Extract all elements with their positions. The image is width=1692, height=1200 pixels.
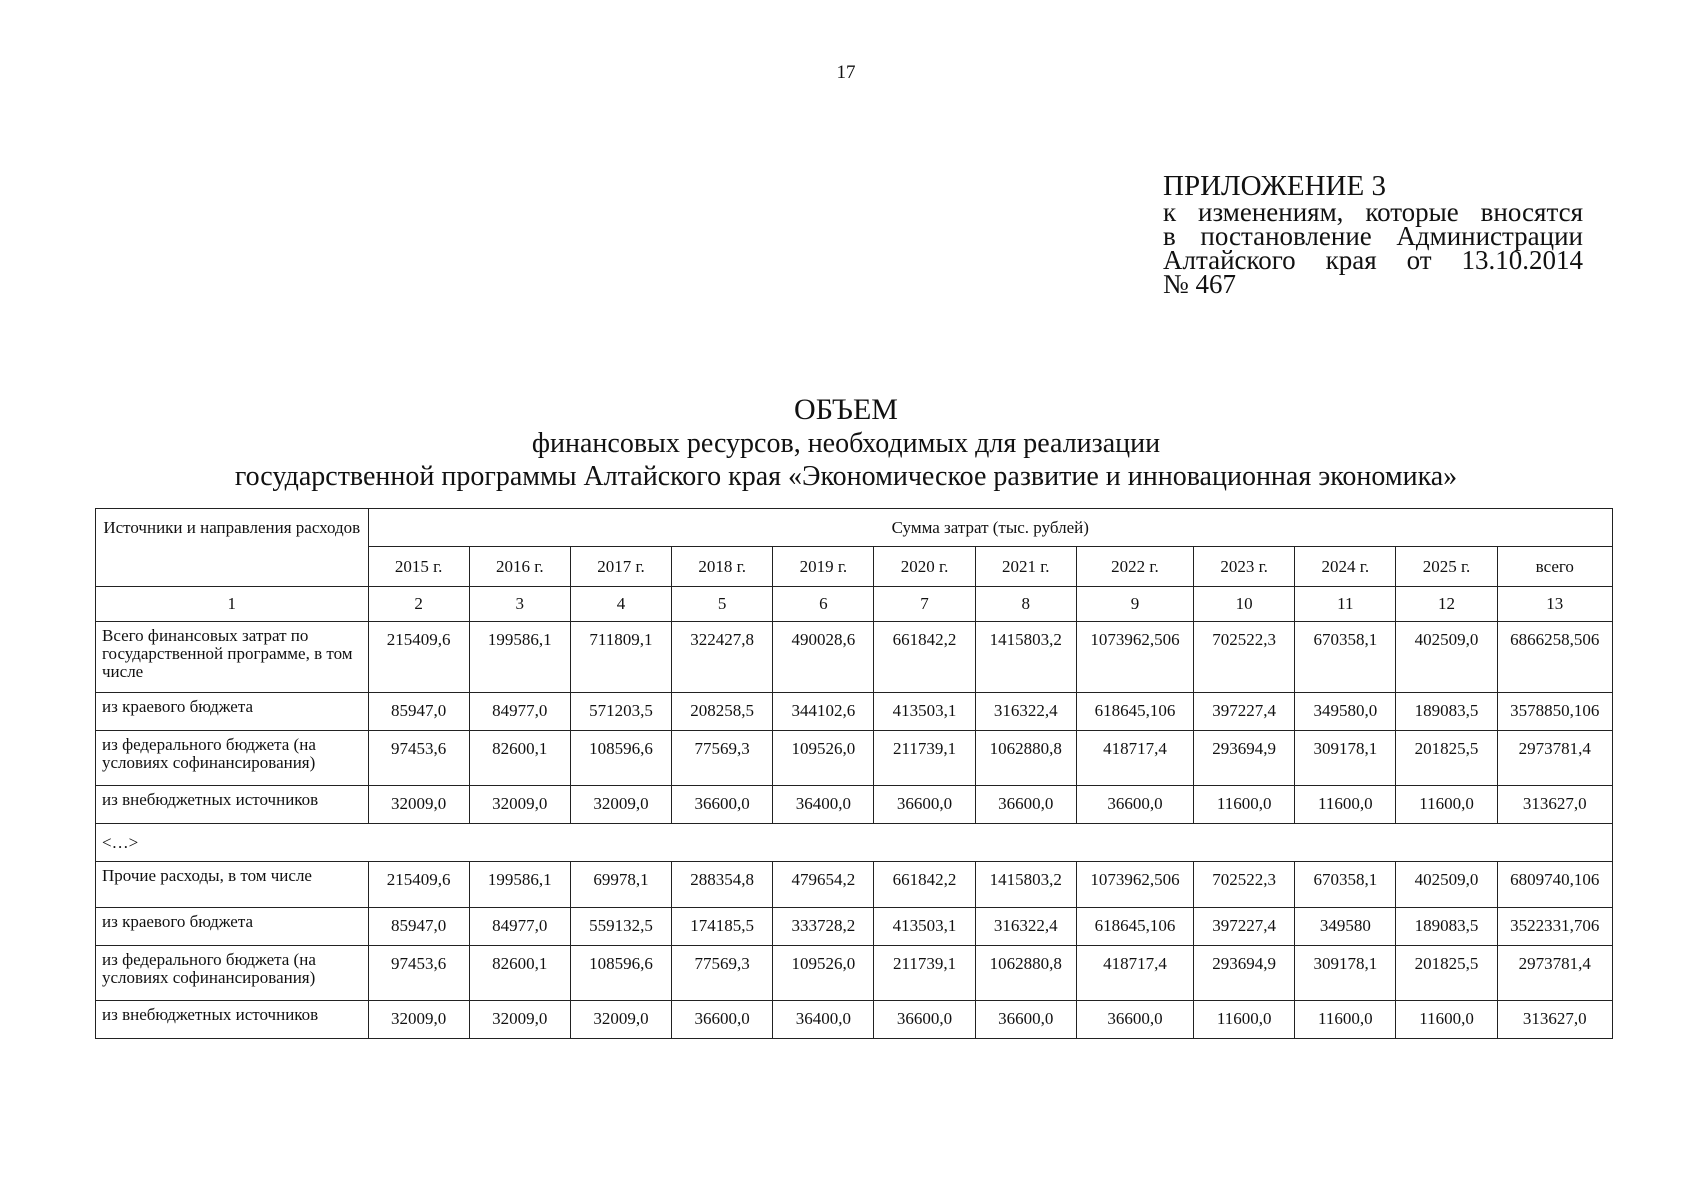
cell-value: 189083,5 bbox=[1396, 693, 1497, 731]
cell-value: 199586,1 bbox=[469, 622, 570, 693]
table-row bbox=[96, 862, 1613, 908]
cell-value: 189083,5 bbox=[1396, 908, 1497, 946]
cell-value: 32009,0 bbox=[570, 1001, 671, 1039]
cell-value: 84977,0 bbox=[469, 908, 570, 946]
cell-value: 36600,0 bbox=[1076, 786, 1193, 824]
document-title bbox=[0, 393, 1692, 493]
cell-value: 211739,1 bbox=[874, 946, 975, 1001]
cell-value: 313627,0 bbox=[1497, 786, 1612, 824]
cell-value: 1073962,506 bbox=[1076, 862, 1193, 908]
cell-value: 293694,9 bbox=[1194, 946, 1295, 1001]
cell-value: 36600,0 bbox=[975, 786, 1076, 824]
appendix-line-3: Алтайского края от 13.10.2014 bbox=[1163, 245, 1583, 275]
cell-value: 97453,6 bbox=[368, 731, 469, 786]
cell-value: 215409,6 bbox=[368, 622, 469, 693]
cell-value: 490028,6 bbox=[773, 622, 874, 693]
header-year: 2019 г. bbox=[773, 547, 874, 587]
row-label: из краевого бюджета bbox=[96, 693, 369, 731]
cell-value: 77569,3 bbox=[672, 946, 773, 1001]
row-label: из внебюджетных источников bbox=[96, 786, 369, 824]
table-row bbox=[96, 622, 1613, 693]
table-row bbox=[96, 908, 1613, 946]
cell-value: 36600,0 bbox=[874, 786, 975, 824]
cell-value: 32009,0 bbox=[469, 1001, 570, 1039]
cell-value: 32009,0 bbox=[368, 1001, 469, 1039]
cell-value: 316322,4 bbox=[975, 908, 1076, 946]
cell-value: 36400,0 bbox=[773, 1001, 874, 1039]
cell-value: 397227,4 bbox=[1194, 908, 1295, 946]
cell-value: 313627,0 bbox=[1497, 1001, 1612, 1039]
cell-value: 109526,0 bbox=[773, 731, 874, 786]
cell-value: 670358,1 bbox=[1295, 622, 1396, 693]
header-year: 2020 г. bbox=[874, 547, 975, 587]
row-label: из федерального бюджета (на условиях софинансирования) bbox=[96, 946, 369, 1001]
cell-value: 309178,1 bbox=[1295, 731, 1396, 786]
appendix-heading: ПРИЛОЖЕНИЕ 3 bbox=[1163, 170, 1386, 202]
cell-value: 349580 bbox=[1295, 908, 1396, 946]
cell-value: 413503,1 bbox=[874, 908, 975, 946]
cell-value: 211739,1 bbox=[874, 731, 975, 786]
header-sources: Источники и направления расходов bbox=[96, 509, 369, 587]
cell-value: 208258,5 bbox=[672, 693, 773, 731]
cell-value: 661842,2 bbox=[874, 862, 975, 908]
header-year: всего bbox=[1497, 547, 1612, 587]
column-number: 5 bbox=[672, 587, 773, 622]
cell-value: 3578850,106 bbox=[1497, 693, 1612, 731]
cell-value: 84977,0 bbox=[469, 693, 570, 731]
cell-value: 11600,0 bbox=[1295, 1001, 1396, 1039]
cell-value: 11600,0 bbox=[1396, 786, 1497, 824]
title-main: ОБЪЕМ bbox=[794, 393, 898, 426]
header-year: 2021 г. bbox=[975, 547, 1076, 587]
cell-value: 344102,6 bbox=[773, 693, 874, 731]
column-number: 7 bbox=[874, 587, 975, 622]
column-number: 10 bbox=[1194, 587, 1295, 622]
cell-value: 69978,1 bbox=[570, 862, 671, 908]
ellipsis-row bbox=[96, 824, 1613, 862]
column-number: 13 bbox=[1497, 587, 1612, 622]
appendix-line-1: к изменениям, которые вносятся bbox=[1163, 197, 1583, 227]
page-number: 17 bbox=[836, 62, 856, 83]
header-year: 2017 г. bbox=[570, 547, 671, 587]
cell-value: 322427,8 bbox=[672, 622, 773, 693]
row-label: из внебюджетных источников bbox=[96, 1001, 369, 1039]
cell-value: 618645,106 bbox=[1076, 908, 1193, 946]
cell-value: 3522331,706 bbox=[1497, 908, 1612, 946]
cell-value: 418717,4 bbox=[1076, 946, 1193, 1001]
column-number: 9 bbox=[1076, 587, 1193, 622]
cell-value: 2973781,4 bbox=[1497, 946, 1612, 1001]
cell-value: 82600,1 bbox=[469, 946, 570, 1001]
cell-value: 199586,1 bbox=[469, 862, 570, 908]
cell-value: 702522,3 bbox=[1194, 622, 1295, 693]
cell-value: 316322,4 bbox=[975, 693, 1076, 731]
appendix-block bbox=[1163, 170, 1583, 299]
cell-value: 1062880,8 bbox=[975, 731, 1076, 786]
column-number: 3 bbox=[469, 587, 570, 622]
cell-value: 201825,5 bbox=[1396, 946, 1497, 1001]
row-label: из федерального бюджета (на условиях софинансирования) bbox=[96, 731, 369, 786]
cell-value: 670358,1 bbox=[1295, 862, 1396, 908]
cell-value: 108596,6 bbox=[570, 731, 671, 786]
cell-value: 97453,6 bbox=[368, 946, 469, 1001]
column-number: 4 bbox=[570, 587, 671, 622]
cell-value: 6866258,506 bbox=[1497, 622, 1612, 693]
cell-value: 397227,4 bbox=[1194, 693, 1295, 731]
table-row bbox=[96, 786, 1613, 824]
column-number: 12 bbox=[1396, 587, 1497, 622]
cell-value: 661842,2 bbox=[874, 622, 975, 693]
cell-value: 109526,0 bbox=[773, 946, 874, 1001]
header-year: 2015 г. bbox=[368, 547, 469, 587]
cell-value: 32009,0 bbox=[469, 786, 570, 824]
column-number: 6 bbox=[773, 587, 874, 622]
cell-value: 174185,5 bbox=[672, 908, 773, 946]
title-line-2: государственной программы Алтайского края «Экономическое развитие и инновационная экономика» bbox=[234, 461, 1458, 492]
column-number: 2 bbox=[368, 587, 469, 622]
table-row bbox=[96, 731, 1613, 786]
cell-value: 11600,0 bbox=[1194, 1001, 1295, 1039]
cell-value: 1073962,506 bbox=[1076, 622, 1193, 693]
cell-value: 2973781,4 bbox=[1497, 731, 1612, 786]
cell-value: 11600,0 bbox=[1194, 786, 1295, 824]
header-year: 2018 г. bbox=[672, 547, 773, 587]
row-label: из краевого бюджета bbox=[96, 908, 369, 946]
cell-value: 11600,0 bbox=[1396, 1001, 1497, 1039]
cell-value: 201825,5 bbox=[1396, 731, 1497, 786]
cell-value: 333728,2 bbox=[773, 908, 874, 946]
cell-value: 402509,0 bbox=[1396, 622, 1497, 693]
cell-value: 1062880,8 bbox=[975, 946, 1076, 1001]
header-sum: Сумма затрат (тыс. рублей) bbox=[368, 509, 1612, 547]
cell-value: 36600,0 bbox=[975, 1001, 1076, 1039]
table-row bbox=[96, 1001, 1613, 1039]
cell-value: 77569,3 bbox=[672, 731, 773, 786]
cell-value: 309178,1 bbox=[1295, 946, 1396, 1001]
cell-value: 108596,6 bbox=[570, 946, 671, 1001]
cell-value: 85947,0 bbox=[368, 908, 469, 946]
financial-resources-table bbox=[95, 508, 1613, 1039]
row-label: Прочие расходы, в том числе bbox=[96, 862, 369, 908]
cell-value: 32009,0 bbox=[570, 786, 671, 824]
cell-value: 82600,1 bbox=[469, 731, 570, 786]
cell-value: 349580,0 bbox=[1295, 693, 1396, 731]
cell-value: 36600,0 bbox=[672, 1001, 773, 1039]
cell-value: 702522,3 bbox=[1194, 862, 1295, 908]
cell-value: 36400,0 bbox=[773, 786, 874, 824]
cell-value: 288354,8 bbox=[672, 862, 773, 908]
cell-value: 418717,4 bbox=[1076, 731, 1193, 786]
cell-value: 11600,0 bbox=[1295, 786, 1396, 824]
ellipsis-marker: <…> bbox=[96, 824, 1613, 862]
cell-value: 6809740,106 bbox=[1497, 862, 1612, 908]
cell-value: 402509,0 bbox=[1396, 862, 1497, 908]
table-row bbox=[96, 946, 1613, 1001]
header-year: 2022 г. bbox=[1076, 547, 1193, 587]
cell-value: 413503,1 bbox=[874, 693, 975, 731]
cell-value: 479654,2 bbox=[773, 862, 874, 908]
header-year: 2025 г. bbox=[1396, 547, 1497, 587]
header-year: 2016 г. bbox=[469, 547, 570, 587]
title-line-1: финансовых ресурсов, необходимых для реализации bbox=[531, 428, 1161, 459]
cell-value: 215409,6 bbox=[368, 862, 469, 908]
cell-value: 32009,0 bbox=[368, 786, 469, 824]
column-number: 1 bbox=[96, 587, 369, 622]
header-year: 2024 г. bbox=[1295, 547, 1396, 587]
column-number: 11 bbox=[1295, 587, 1396, 622]
table-row bbox=[96, 693, 1613, 731]
cell-value: 571203,5 bbox=[570, 693, 671, 731]
cell-value: 293694,9 bbox=[1194, 731, 1295, 786]
cell-value: 36600,0 bbox=[672, 786, 773, 824]
cell-value: 559132,5 bbox=[570, 908, 671, 946]
appendix-line-4: № 467 bbox=[1163, 269, 1237, 299]
column-number: 8 bbox=[975, 587, 1076, 622]
cell-value: 711809,1 bbox=[570, 622, 671, 693]
appendix-line-2: в постановление Администрации bbox=[1163, 221, 1583, 251]
cell-value: 36600,0 bbox=[874, 1001, 975, 1039]
cell-value: 618645,106 bbox=[1076, 693, 1193, 731]
cell-value: 36600,0 bbox=[1076, 1001, 1193, 1039]
header-year: 2023 г. bbox=[1194, 547, 1295, 587]
row-label: Всего финансовых затрат по государственной программе, в том числе bbox=[96, 622, 369, 693]
cell-value: 85947,0 bbox=[368, 693, 469, 731]
cell-value: 1415803,2 bbox=[975, 862, 1076, 908]
cell-value: 1415803,2 bbox=[975, 622, 1076, 693]
